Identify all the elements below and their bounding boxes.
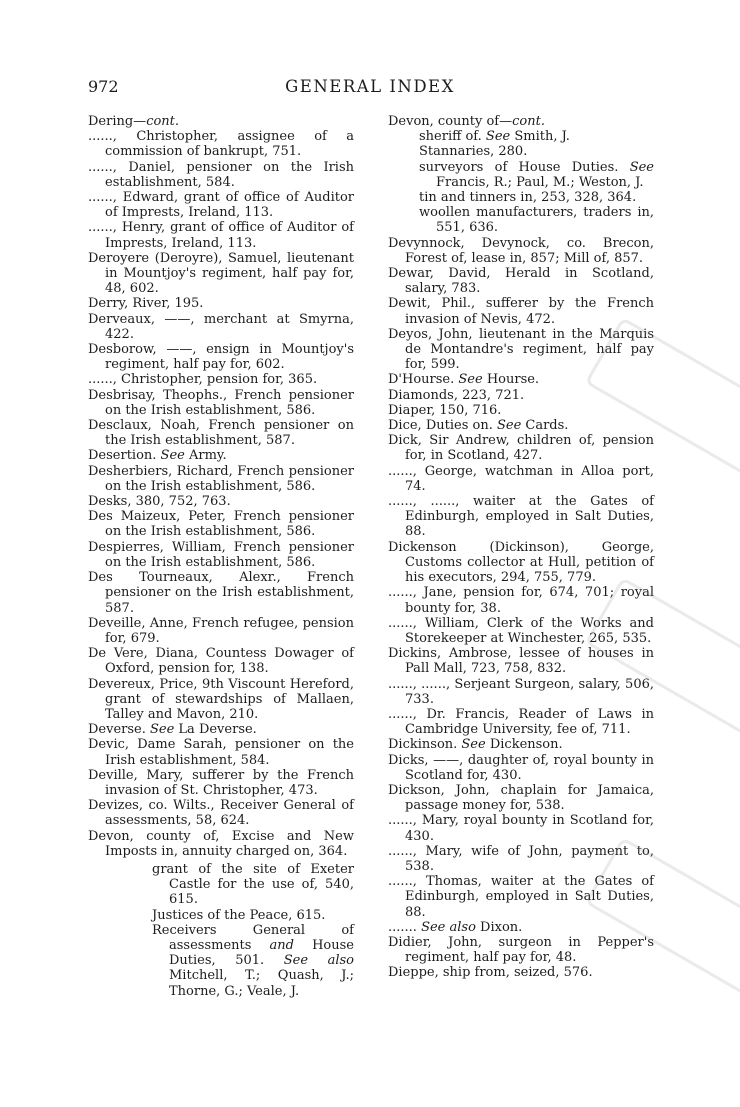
index-entry: Devizes, co. Wilts., Receiver General of assessments, 58, 624. <box>88 798 354 829</box>
page-header <box>0 77 740 101</box>
index-entry: Desborow, ——, ensign in Mountjoy's regiment, half pay for, 602. <box>88 342 354 373</box>
index-entry: ......, Mary, royal bounty in Scotland for, 430. <box>388 813 654 844</box>
index-entry: woollen manufacturers, traders in, 551, 636. <box>419 205 654 236</box>
index-entry: Dewit, Phil., sufferer by the French invasion of Nevis, 472. <box>388 296 654 327</box>
index-entry: Desclaux, Noah, French pensioner on the Irish establishment, 587. <box>88 418 354 449</box>
index-entry: ......, Dr. Francis, Reader of Laws in Cambridge University, fee of, 711. <box>388 706 654 738</box>
page-number: 972 <box>88 77 119 96</box>
index-entry: Dick, Sir Andrew, children of, pension for, in Scotland, 427. <box>388 433 654 464</box>
index-entry: Dickins, Ambrose, lessee of houses in Pall Mall, 723, 758, 832. <box>388 646 654 677</box>
index-column-left <box>88 114 354 999</box>
index-entry: tin and tinners in, 253, 328, 364. <box>419 190 637 206</box>
index-entry: Deyos, John, lieutenant in the Marquis de Montandre's regiment, half pay for, 599. <box>388 326 654 373</box>
index-entry: Devereux, Price, 9th Viscount Hereford, grant of stewardships of Mallaen, Talley and Mavon, 210. <box>88 676 354 722</box>
index-entry: Desherbiers, Richard, French pensioner on the Irish establishment, 586. <box>88 463 354 494</box>
index-entry: ......, ......, Serjeant Surgeon, salary, 506, 733. <box>388 676 654 707</box>
index-entry: Dickinson. See Dickenson. <box>388 737 563 753</box>
index-entry: Dering—cont. <box>88 114 180 129</box>
index-entry: ....... See also Dixon. <box>388 919 523 935</box>
index-entry: Des Tourneaux, Alexr., French pensioner on the Irish establishment, 587. <box>88 570 354 616</box>
index-entry: Stannaries, 280. <box>419 144 528 160</box>
index-entry: ......, Daniel, pensioner on the Irish establishment, 584. <box>88 159 354 190</box>
index-entry: Dieppe, ship from, seized, 576. <box>388 965 593 981</box>
index-entry: Devic, Dame Sarah, pensioner on the Irish establishment, 584. <box>88 737 354 768</box>
index-entry: Des Maizeux, Peter, French pensioner on the Irish establishment, 586. <box>88 509 354 540</box>
index-entry: Despierres, William, French pensioner on the Irish establishment, 586. <box>88 539 354 570</box>
index-entry: ......, Edward, grant of office of Auditor of Imprests, Ireland, 113. <box>88 190 354 221</box>
index-entry: Justices of the Peace, 615. <box>152 907 326 923</box>
index-entry: Derry, River, 195. <box>88 296 204 312</box>
index-entry: Receivers General of assessments and House Duties, 501. See also Mitchell, T.; Quash, J.; Thorne, G.; Veale, J. <box>152 922 354 999</box>
index-entry: Dicks, ——, daughter of, royal bounty in Scotland for, 430. <box>388 752 654 783</box>
index-entry: ......, Mary, wife of John, payment to, 538. <box>388 843 654 874</box>
index-entry: ......, William, Clerk of the Works and Storekeeper at Winchester, 265, 535. <box>388 615 654 646</box>
index-entry: Dewar, David, Herald in Scotland, salary, 783. <box>388 266 654 297</box>
index-entry: ......, Henry, grant of office of Auditor of Imprests, Ireland, 113. <box>88 220 354 251</box>
index-entry: Deverse. See La Deverse. <box>88 722 257 738</box>
index-entry: grant of the site of Exeter Castle for the use of, 540, 615. <box>152 861 354 908</box>
index-entry: Deveille, Anne, French refugee, pension for, 679. <box>88 615 354 646</box>
index-entry: Desertion. See Army. <box>88 448 227 464</box>
index-entry: Deville, Mary, sufferer by the French invasion of St. Christopher, 473. <box>88 767 354 798</box>
index-entry: De Vere, Diana, Countess Dowager of Oxford, pension for, 138. <box>88 646 354 677</box>
index-entry: Desbrisay, Theophs., French pensioner on the Irish establishment, 586. <box>88 387 354 418</box>
index-entry: Devon, county of—cont. <box>388 114 545 129</box>
index-entry: D'Hourse. See Hourse. <box>388 372 540 388</box>
index-entry: Deroyere (Deroyre), Samuel, lieutenant in Mountjoy's regiment, half pay for, 48, 602. <box>88 250 354 297</box>
index-entry: ......, ......, waiter at the Gates of Edinburgh, employed in Salt Duties, 88. <box>388 494 654 540</box>
index-entry: Dice, Duties on. See Cards. <box>388 418 569 434</box>
index-entry: Diamonds, 223, 721. <box>388 387 525 403</box>
index-entry: Diaper, 150, 716. <box>388 402 502 418</box>
index-entry: Desks, 380, 752, 763. <box>88 494 231 510</box>
index-entry: sheriff of. See Smith, J. <box>419 129 570 145</box>
index-entry: Dickenson (Dickinson), George, Customs collector at Hull, petition of his executors, 294, 755, 779. <box>388 539 654 586</box>
index-entry: surveyors of House Duties. See Francis, R.; Paul, M.; Weston, J. <box>419 159 654 190</box>
index-entry: ......, Thomas, waiter at the Gates of Edinburgh, employed in Salt Duties, 88. <box>388 874 654 920</box>
index-entry: Dickson, John, chaplain for Jamaica, passage money for, 538. <box>388 782 654 814</box>
index-entry: ......, Christopher, assignee of a commission of bankrupt, 751. <box>88 129 354 160</box>
index-entry: ......, George, watchman in Alloa port, 74. <box>388 463 654 494</box>
index-entry: Didier, John, surgeon in Pepper's regiment, half pay for, 48. <box>388 934 654 966</box>
index-entry: Devynnock, Devynock, co. Brecon, Forest of, lease in, 857; Mill of, 857. <box>388 235 654 266</box>
index-entry: Derveaux, ——, merchant at Smyrna, 422. <box>88 311 354 342</box>
page-title: GENERAL INDEX <box>285 77 455 96</box>
index-entry: ......, Christopher, pension for, 365. <box>88 372 318 388</box>
index-entry: Devon, county of, Excise and New Imposts in, annuity charged on, 364. <box>88 828 354 859</box>
index-entry: ......, Jane, pension for, 674, 701; royal bounty for, 38. <box>388 585 654 616</box>
